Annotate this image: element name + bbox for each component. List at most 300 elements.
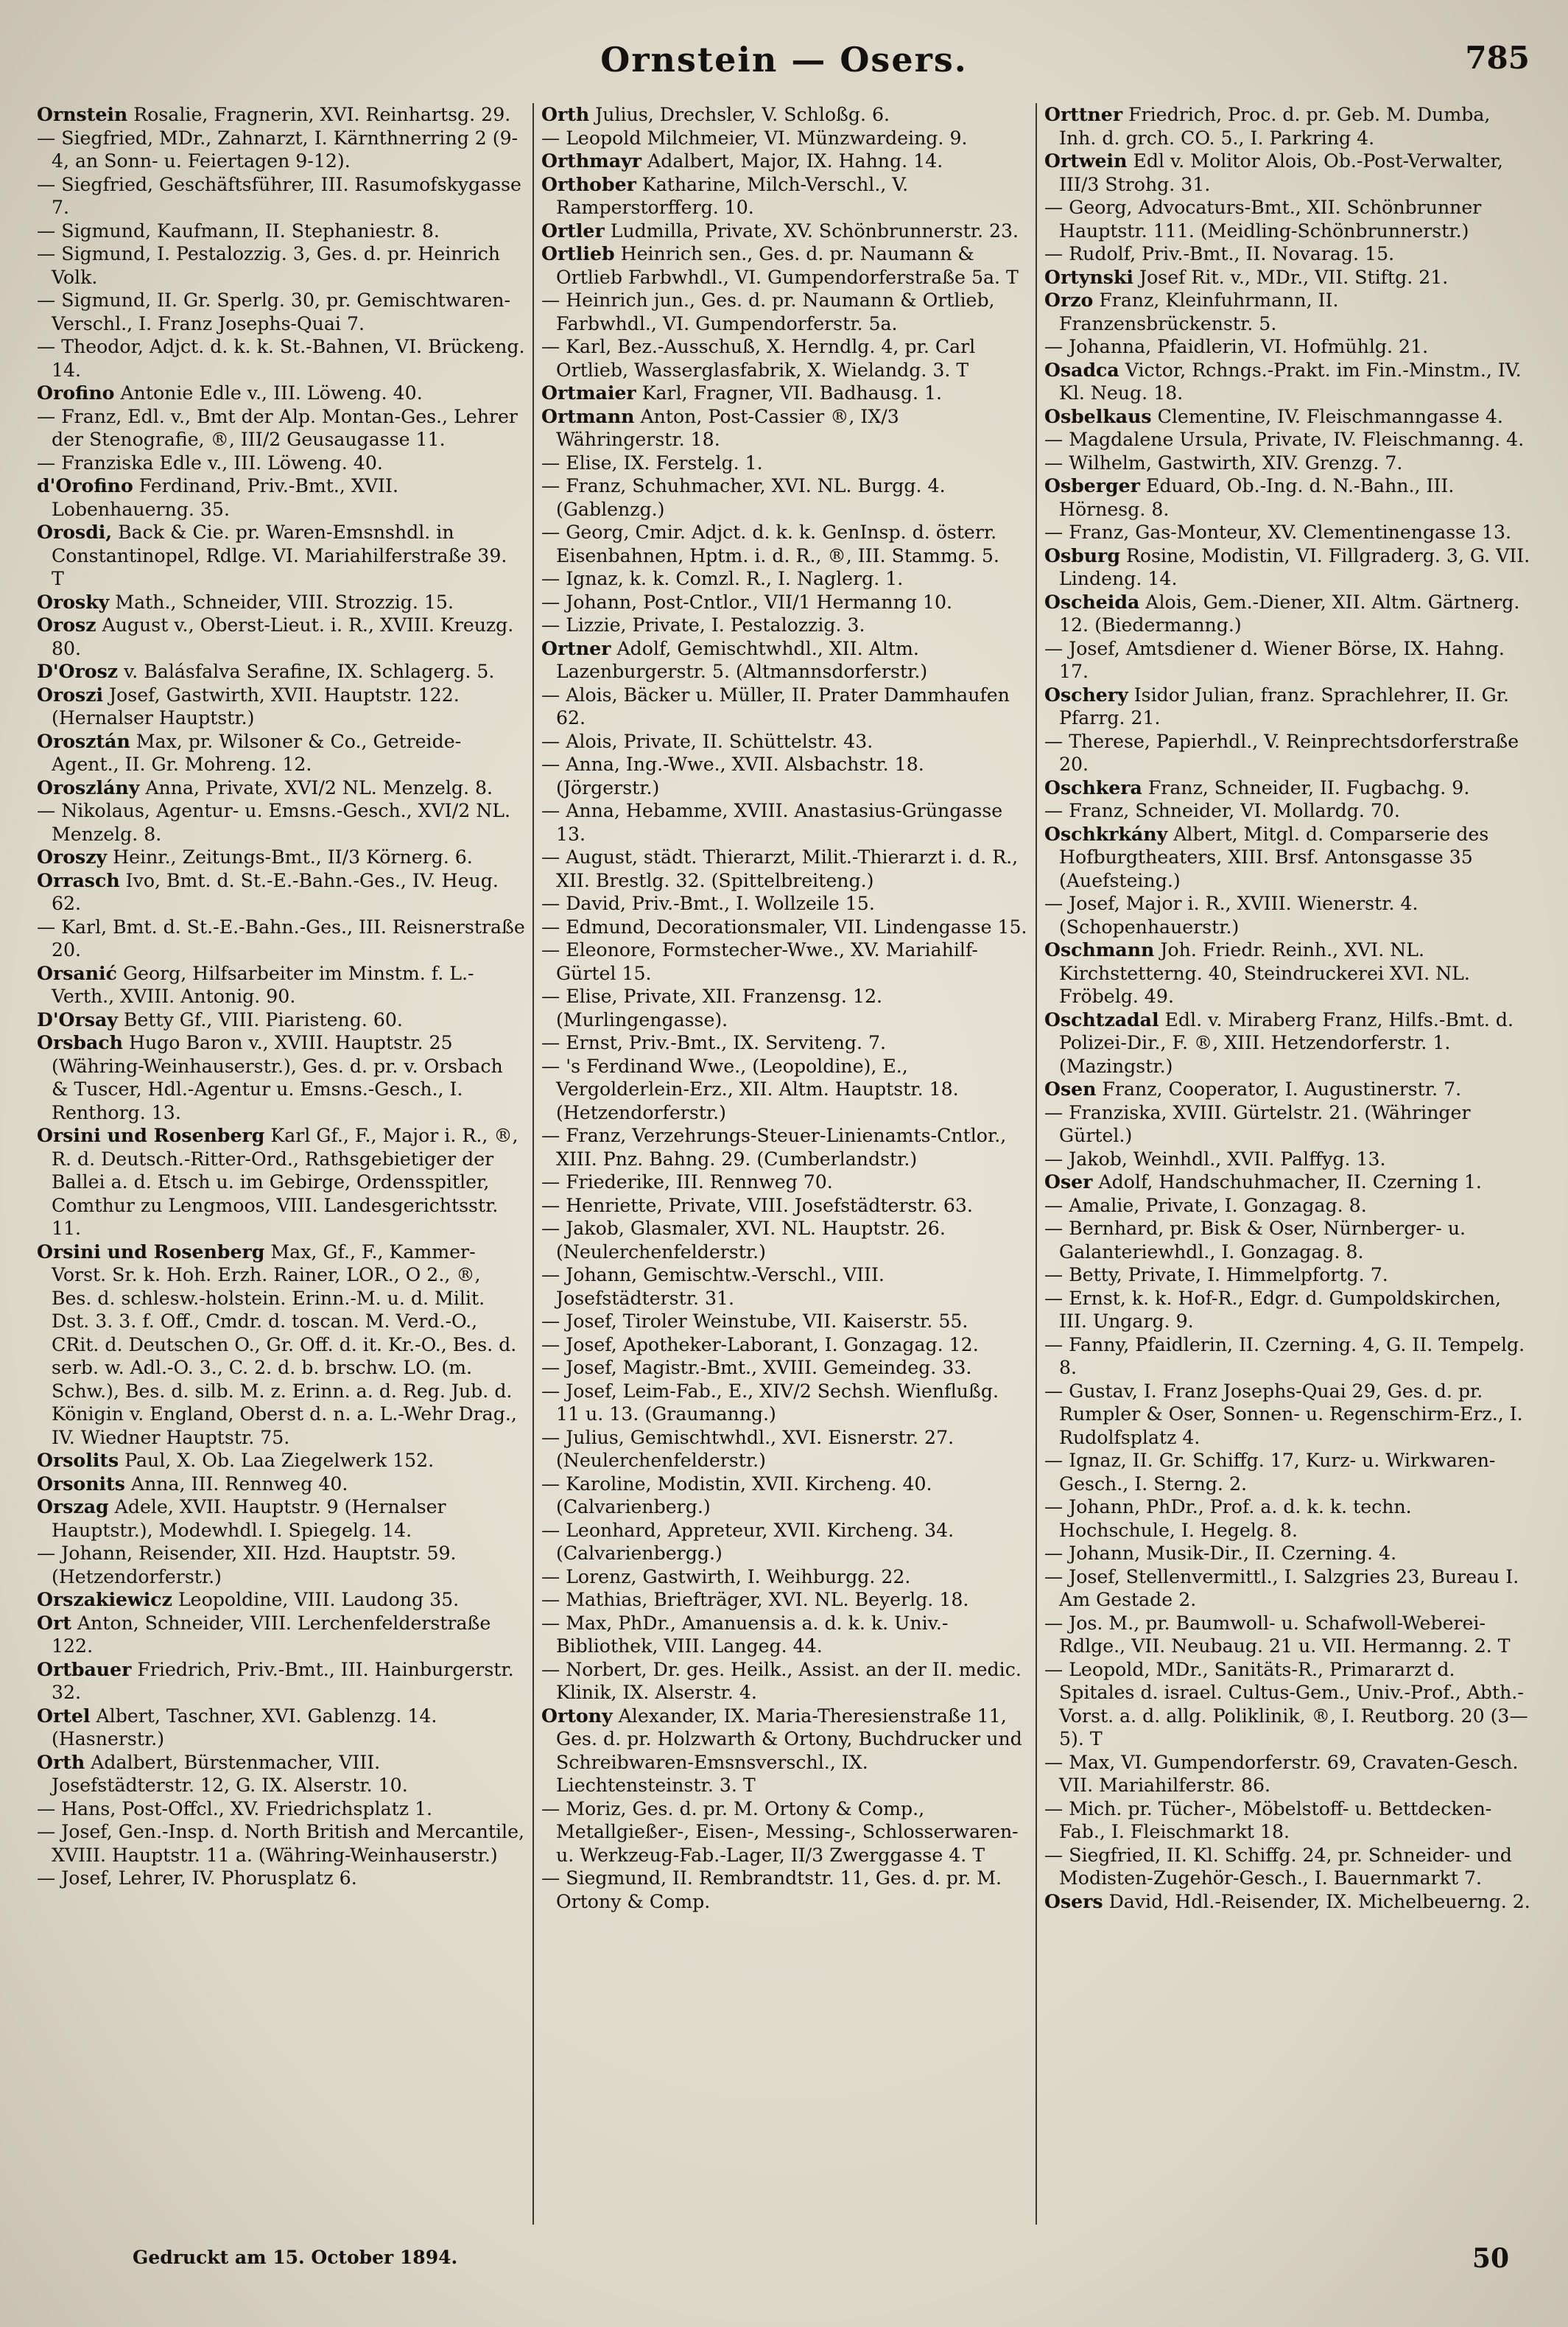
column-right	[1036, 103, 1539, 2225]
entry-text: — Heinrich jun., Ges. d. pr. Naumann & Ortlieb, Farbwhdl., VI. Gumpendorferstr. 5a.	[541, 289, 995, 334]
entry-text: — Edmund, Decorationsmaler, VII. Lindengasse 15.	[541, 916, 1027, 938]
directory-entry	[541, 985, 1028, 1031]
entry-text: — Siegfried, II. Kl. Schiffg. 24, pr. Schneider- und Modisten-Zugehör-Gesch., I. Bauernmarkt 7.	[1044, 1844, 1512, 1889]
entry-text: — Alois, Private, II. Schüttelstr. 43.	[541, 730, 873, 752]
entry-surname: Orofino	[37, 382, 115, 404]
directory-entry	[541, 799, 1028, 846]
directory-entry	[541, 173, 1028, 220]
directory-entry	[541, 1426, 1028, 1473]
directory-entry	[37, 591, 525, 614]
entry-surname: Osers	[1044, 1889, 1103, 1912]
entry-text: Betty Gf., VIII. Piaristeng. 60.	[117, 1008, 403, 1031]
entry-surname: Ornstein	[37, 103, 128, 125]
entry-text: — Siegmund, II. Rembrandtstr. 11, Ges. d. pr. M. Ortony & Comp.	[541, 1867, 1002, 1912]
entry-surname: Ortmaier	[541, 382, 636, 404]
entry-text: — Josef, Leim-Fab., E., XIV/2 Sechsh. Wienflußg. 11 u. 13. (Graumanng.)	[541, 1380, 999, 1425]
entry-surname: Ortel	[37, 1704, 91, 1727]
entry-text: — Johann, Gemischtw.-Verschl., VIII. Josefstädterstr. 31.	[541, 1264, 885, 1309]
sheet-number: 50	[1472, 2243, 1509, 2274]
directory-entry	[541, 1867, 1028, 1913]
directory-entry	[541, 1055, 1028, 1125]
directory-entry	[541, 1658, 1028, 1705]
column-left	[29, 103, 532, 2225]
directory-entry	[1044, 266, 1531, 289]
entry-text: — Leopold, MDr., Sanitäts-R., Primararzt d. Spitales d. israel. Cultus-Gem., Univ.-Prof., Abth.-Vorst. a. d. allg. Poliklinik, ®, I. Reutborg. 20 (3—5). T	[1044, 1658, 1528, 1749]
entry-text: — 's Ferdinand Wwe., (Leopoldine), E., Vergolderlein-Erz., XII. Altm. Hauptstr. 18. (Hetzendorferstr.)	[541, 1055, 959, 1123]
entry-text: v. Balásfalva Serafine, IX. Schlagerg. 5.	[118, 661, 495, 682]
directory-entry	[37, 916, 525, 962]
entry-text: — Bernhard, pr. Bisk & Oser, Nürnberger- u. Galanteriewhdl., I. Gonzagag. 8.	[1044, 1218, 1466, 1263]
entry-text: — Jos. M., pr. Baumwoll- u. Schafwoll-Weberei-Rdlge., VII. Neubaug. 21 u. VII. Hermanng. 2. T	[1044, 1612, 1511, 1657]
entry-text: Anna, III. Rennweg 40.	[124, 1473, 348, 1495]
directory-entry	[541, 474, 1028, 521]
entry-surname: Osberger	[1044, 474, 1140, 496]
entry-text: — Franz, Verzehrungs-Steuer-Linienamts-Cntlor., XIII. Pnz. Bahng. 29. (Cumberlandstr.)	[541, 1125, 1007, 1170]
entry-surname: Orosztán	[37, 729, 130, 752]
directory-entry	[541, 150, 1028, 173]
entry-text: Anton, Schneider, VIII. Lerchenfelderstraße 122.	[52, 1612, 491, 1657]
entry-surname: Orosky	[37, 590, 110, 613]
entry-surname: Orsonits	[37, 1472, 125, 1495]
entry-text: Antonie Edle v., III. Löweng. 40.	[114, 382, 423, 404]
entry-text: Paul, X. Ob. Laa Ziegelwerk 152.	[119, 1450, 435, 1471]
entry-text: Friedrich, Proc. d. pr. Geb. M. Dumba, Inh. d. grch. CO. 5., I. Parkring 4.	[1059, 104, 1491, 149]
entry-surname: Oroszy	[37, 846, 108, 868]
entry-text: — Josef, Tiroler Weinstube, VII. Kaiserstr. 55.	[541, 1310, 968, 1332]
entry-surname: Orosz	[37, 614, 96, 636]
entry-text: — Franz, Schneider, VI. Mollardg. 70.	[1044, 800, 1400, 821]
entry-text: Max, Gf., F., Kammer-Vorst. Sr. k. Hoh. Erzh. Rainer, LOR., O 2., ®, Bes. d. schlesw.-holstein. Erinn.-M. u. d. Milit. Dst. 3. 3. f. Off., Cmdr. d. toscan. M. Verd.-O., CRit. d. Deutschen O., Gr. Off. d. it. Kr.-O., Bes. d. serb. w. Adl.-O. 3., C. 2. d. b. brschw. LO. (m. Schw.), Bes. d. silb. M. z. Erinn. a. d. Reg. Jub. d. Königin v. England, Oberst d. n. a. L.-Wehr Drag., IV. Wiedner Hauptstr. 75.	[52, 1240, 517, 1448]
directory-entry	[37, 1031, 525, 1124]
directory-entry	[541, 567, 1028, 591]
entry-surname: Orsini und Rosenberg	[37, 1124, 265, 1146]
entry-text: Anna, Private, XVI/2 NL. Menzelg. 8.	[139, 776, 493, 799]
entry-text: Rosalie, Fragnerin, XVI. Reinhartsg. 29.	[127, 104, 511, 125]
entry-surname: Osadca	[1044, 358, 1119, 381]
entry-text: — Ernst, Priv.-Bmt., IX. Serviteng. 7.	[541, 1032, 887, 1053]
entry-text: — Franz, Schuhmacher, XVI. NL. Burgg. 4. (Gablenzg.)	[541, 475, 946, 520]
entry-text: — Ignaz, II. Gr. Schiffg. 17, Kurz- u. Wirkwaren-Gesch., I. Sterng. 2.	[1044, 1450, 1496, 1495]
entry-text: Edl. v. Miraberg Franz, Hilfs.-Bmt. d. Polizei-Dir., F. ®, XIII. Hetzendorferstr. 1. (Mazingstr.)	[1059, 1008, 1514, 1077]
entry-surname: Orthober	[541, 172, 636, 195]
entry-text: — Henriette, Private, VIII. Josefstädterstr. 63.	[541, 1194, 973, 1216]
directory-entry	[1044, 1495, 1531, 1542]
directory-entry	[1044, 1612, 1531, 1658]
entry-text: Math., Schneider, VIII. Strozzig. 15.	[109, 591, 454, 613]
entry-surname: Ortony	[541, 1704, 613, 1727]
directory-entry	[1044, 289, 1531, 335]
directory-entry	[541, 614, 1028, 637]
entry-text: Ivo, Bmt. d. St.-E.-Bahn.-Ges., IV. Heug. 62.	[52, 869, 499, 914]
directory-entry	[1044, 1333, 1531, 1380]
directory-entry	[37, 289, 525, 335]
entry-surname: Ortbauer	[37, 1657, 132, 1680]
page-number: 785	[1465, 40, 1530, 76]
directory-entry	[1044, 591, 1531, 637]
directory-entry	[1044, 1008, 1531, 1078]
entry-text: — Hans, Post-Offcl., XV. Friedrichsplatz 1.	[37, 1797, 433, 1819]
entry-text: Albert, Mitgl. d. Comparserie des Hofburgtheaters, XIII. Brsf. Antonsgasse 35 (Auefsteing.)	[1059, 823, 1489, 891]
entry-surname: D'Orsay	[37, 1008, 118, 1031]
entry-text: — Wilhelm, Gastwirth, XIV. Grenzg. 7.	[1044, 452, 1403, 474]
directory-entry	[541, 1612, 1028, 1658]
entry-surname: Orth	[541, 103, 590, 125]
entry-surname: Oschkrkány	[1044, 822, 1168, 845]
entry-surname: Orth	[37, 1750, 85, 1773]
entry-text: — Siegfried, MDr., Zahnarzt, I. Kärnthnerring 2 (9-4, an Sonn- u. Feiertagen 9-12).	[37, 127, 518, 172]
entry-surname: Ort	[37, 1611, 71, 1634]
entry-text: — Moriz, Ges. d. pr. M. Ortony & Comp., Metallgießer-, Eisen-, Messing-, Schlosserwaren- u. Werkzeug-Fab.-Lager, II/3 Zwerggasse 4. T	[541, 1797, 1019, 1866]
entry-surname: Osen	[1044, 1078, 1097, 1100]
directory-entry	[37, 1867, 525, 1890]
directory-entry	[541, 1333, 1028, 1357]
page-title: Ornstein — Osers.	[600, 40, 968, 80]
directory-entry	[37, 1240, 525, 1450]
directory-entry	[1044, 335, 1531, 359]
directory-entry	[1044, 1658, 1531, 1751]
directory-entry	[37, 173, 525, 220]
entry-text: — Johann, Reisender, XII. Hzd. Hauptstr. 59. (Hetzendorferstr.)	[37, 1542, 457, 1587]
entry-text: Back & Cie. pr. Waren-Emsnshdl. in Constantinopel, Rdlge. VI. Mariahilferstraße 39. T	[52, 522, 507, 589]
entry-text: — Anna, Ing.-Wwe., XVII. Alsbachstr. 18. (Jörgerstr.)	[541, 754, 924, 799]
directory-entry	[37, 1658, 525, 1705]
entry-text: — Magdalene Ursula, Private, IV. Fleischmanng. 4.	[1044, 429, 1525, 450]
entry-surname: Orsolits	[37, 1449, 119, 1471]
entry-text: Eduard, Ob.-Ing. d. N.-Bahn., III. Hörnesg. 8.	[1059, 475, 1455, 520]
directory-entry	[37, 452, 525, 475]
directory-entry	[541, 892, 1028, 916]
entry-text: Joh. Friedr. Reinh., XVI. NL. Kirchstetterng. 40, Steindruckerei XVI. NL. Fröbelg. 49.	[1059, 939, 1470, 1007]
entry-surname: Ortmann	[541, 404, 635, 427]
directory-entry	[1044, 1217, 1531, 1263]
directory-entry	[37, 1473, 525, 1496]
directory-entry	[541, 1170, 1028, 1194]
directory-entry	[1044, 776, 1531, 800]
entry-surname: Oroszlány	[37, 776, 140, 799]
directory-entry	[541, 1588, 1028, 1612]
directory-entry	[37, 1797, 525, 1821]
entry-text: — Franziska Edle v., III. Löweng. 40.	[37, 452, 383, 474]
entry-text: — Ignaz, k. k. Comzl. R., I. Naglerg. 1.	[541, 568, 904, 589]
entry-text: Heinrich sen., Ges. d. pr. Naumann & Ortlieb Farbwhdl., VI. Gumpendorferstraße 5a. T	[556, 243, 1019, 288]
entry-surname: Oroszi	[37, 683, 104, 706]
entry-text: — Franziska, XVIII. Gürtelstr. 21. (Währinger Gürtel.)	[1044, 1101, 1471, 1146]
directory-entry	[37, 730, 525, 776]
directory-entry	[37, 1820, 525, 1867]
entry-surname: Ortwein	[1044, 150, 1128, 172]
directory-entry	[1044, 359, 1531, 405]
entry-text: Adalbert, Major, IX. Hahng. 14.	[641, 150, 943, 172]
directory-entry	[37, 103, 525, 127]
directory-entry	[541, 684, 1028, 730]
entry-text: — Johann, Post-Cntlor., VII/1 Hermanng 10.	[541, 591, 952, 613]
entry-text: Georg, Hilfsarbeiter im Minstm. f. L.-Verth., XVIII. Antonig. 90.	[52, 962, 474, 1007]
entry-text: Leopoldine, VIII. Laudong 35.	[172, 1589, 460, 1610]
entry-surname: Oschery	[1044, 683, 1128, 706]
directory-entry	[1044, 799, 1531, 823]
entry-text: David, Hdl.-Reisender, IX. Michelbeuerng. 2.	[1103, 1890, 1530, 1912]
entry-surname: Osburg	[1044, 544, 1120, 566]
directory-entry	[1044, 1170, 1531, 1194]
entry-surname: Orttner	[1044, 103, 1123, 125]
directory-entry	[541, 1310, 1028, 1333]
directory-entry	[1044, 1797, 1531, 1844]
entry-text: Max, pr. Wilsoner & Co., Getreide-Agent., II. Gr. Mohreng. 12.	[52, 730, 462, 775]
directory-entry	[541, 405, 1028, 452]
directory-entry	[1044, 1148, 1531, 1171]
entry-text: — Josef, Lehrer, IV. Phorusplatz 6.	[37, 1867, 357, 1889]
directory-entry	[541, 1217, 1028, 1263]
entry-text: — Mathias, Briefträger, XVI. NL. Beyerlg. 18.	[541, 1589, 969, 1610]
entry-text: — Sigmund, II. Gr. Sperlg. 30, pr. Gemischtwaren-Verschl., I. Franz Josephs-Quai 7.	[37, 289, 510, 334]
entry-text: Ludmilla, Private, XV. Schönbrunnerstr. 23.	[604, 220, 1019, 242]
directory-entry	[1044, 1449, 1531, 1495]
entry-surname: Oschmann	[1044, 938, 1155, 961]
directory-entry	[541, 452, 1028, 475]
entry-text: — Josef, Gen.-Insp. d. North British and Mercantile, XVIII. Hauptstr. 11 a. (Währing-Weinhauserstr.)	[37, 1821, 524, 1866]
directory-entry	[1044, 452, 1531, 475]
entry-text: Adalbert, Bürstenmacher, VIII. Josefstädterstr. 12, G. IX. Alserstr. 10.	[52, 1751, 408, 1796]
entry-text: Adolf, Handschuhmacher, II. Czerning 1.	[1092, 1171, 1482, 1193]
entry-surname: Osbelkaus	[1044, 404, 1152, 427]
directory-entry	[541, 382, 1028, 405]
entry-text: Friedrich, Priv.-Bmt., III. Hainburgerstr. 32.	[52, 1658, 514, 1703]
entry-surname: Ortynski	[1044, 265, 1133, 288]
entry-text: — Jakob, Weinhdl., XVII. Palffyg. 13.	[1044, 1148, 1386, 1170]
directory-entry	[1044, 1078, 1531, 1101]
entry-text: — Theodor, Adjct. d. k. k. St.-Bahnen, VI. Brückeng. 14.	[37, 336, 525, 381]
entry-text: — Sigmund, Kaufmann, II. Stephaniestr. 8.	[37, 220, 440, 242]
page-header	[29, 40, 1539, 91]
directory-entry	[1044, 474, 1531, 521]
entry-text: — August, städt. Thierarzt, Milit.-Thierarzt i. d. R., XII. Brestlg. 32. (Spittelbreiteng.)	[541, 846, 1019, 891]
entry-surname: Oschtzadal	[1044, 1008, 1159, 1031]
entry-surname: Ortlieb	[541, 242, 615, 264]
directory-entry	[1044, 1890, 1531, 1914]
directory-entry	[37, 1124, 525, 1240]
directory-entry	[541, 730, 1028, 754]
entry-text: — Lorenz, Gastwirth, I. Weihburgg. 22.	[541, 1565, 911, 1587]
directory-entry	[1044, 405, 1531, 429]
directory-entry	[1044, 1263, 1531, 1287]
entry-text: — Siegfried, Geschäftsführer, III. Rasumofskygasse 7.	[37, 173, 521, 218]
entry-text: — David, Priv.-Bmt., I. Wollzeile 15.	[541, 893, 875, 914]
directory-entry	[37, 776, 525, 800]
directory-entry	[37, 127, 525, 173]
entry-text: — Georg, Advocaturs-Bmt., XII. Schönbrunner Hauptstr. 111. (Meidling-Schönbrunnerstr.)	[1044, 197, 1482, 242]
directory-entry	[37, 846, 525, 869]
directory-entry	[541, 289, 1028, 335]
directory-entry	[37, 1588, 525, 1612]
entry-text: — Josef, Stellenvermittl., I. Salzgries 23, Bureau I. Am Gestade 2.	[1044, 1565, 1519, 1610]
directory-entry	[37, 799, 525, 846]
directory-entry	[37, 1542, 525, 1588]
directory-entry	[541, 242, 1028, 289]
directory-entry	[37, 242, 525, 289]
directory-entry	[37, 382, 525, 405]
entry-surname: D'Orosz	[37, 660, 119, 682]
entry-text: — Johanna, Pfaidlerin, VI. Hofmühlg. 21.	[1044, 336, 1429, 357]
directory-entry	[1044, 823, 1531, 893]
entry-surname: d'Orofino	[37, 474, 133, 496]
entry-text: Albert, Taschner, XVI. Gablenzg. 14. (Hasnerstr.)	[52, 1705, 437, 1749]
entry-text: — Josef, Magistr.-Bmt., XVIII. Gemeindeg. 33.	[541, 1357, 972, 1378]
directory-entry	[37, 405, 525, 452]
entry-surname: Ortler	[541, 219, 605, 242]
directory-entry	[1044, 1751, 1531, 1797]
directory-entry	[37, 1705, 525, 1751]
entry-text: Adele, XVII. Hauptstr. 9 (Hernalser Hauptstr.), Modewhdl. I. Spiegelg. 14.	[52, 1496, 446, 1541]
entry-text: — Amalie, Private, I. Gonzagag. 8.	[1044, 1194, 1367, 1216]
entry-text: — Nikolaus, Agentur- u. Emsns.-Gesch., XVI/2 NL. Menzelg. 8.	[37, 800, 511, 845]
directory-entry	[37, 684, 525, 730]
directory-entry	[37, 1612, 525, 1658]
directory-entry	[1044, 521, 1531, 544]
entry-text: — Alois, Bäcker u. Müller, II. Prater Dammhaufen 62.	[541, 684, 1010, 729]
directory-entry	[541, 1356, 1028, 1380]
entry-text: — Karl, Bez.-Ausschuß, X. Herndlg. 4, pr. Carl Ortlieb, Wasserglasfabrik, X. Wielandg. 3. T	[541, 336, 976, 381]
entry-surname: Oscheida	[1044, 590, 1140, 613]
directory-entry	[1044, 730, 1531, 776]
entry-text: Heinr., Zeitungs-Bmt., II/3 Körnerg. 6.	[107, 846, 473, 868]
directory-entry	[1044, 428, 1531, 452]
directory-entry	[1044, 684, 1531, 730]
directory-entry	[541, 521, 1028, 567]
entry-surname: Orrasch	[37, 868, 120, 891]
entry-text: — Karoline, Modistin, XVII. Kircheng. 40. (Calvarienberg.)	[541, 1473, 932, 1517]
entry-surname: Orsanić	[37, 961, 117, 984]
entry-text: — Lizzie, Private, I. Pestalozzig. 3.	[541, 614, 865, 636]
entry-text: — Max, PhDr., Amanuensis a. d. k. k. Univ.-Bibliothek, VIII. Langeg. 44.	[541, 1612, 949, 1657]
entry-text: Franz, Schneider, II. Fugbachg. 9.	[1142, 776, 1470, 799]
entry-text: — Elise, IX. Ferstelg. 1.	[541, 452, 763, 474]
directory-entry	[37, 1495, 525, 1542]
directory-entry	[541, 846, 1028, 892]
entry-text: Julius, Drechsler, V. Schloßg. 6.	[589, 104, 890, 125]
directory-entry	[541, 916, 1028, 939]
directory-entry	[541, 637, 1028, 684]
entry-text: Franz, Cooperator, I. Augustinerstr. 7.	[1096, 1078, 1462, 1100]
directory-entry	[37, 1008, 525, 1032]
entry-text: Katharine, Milch-Verschl., V. Ramperstorfferg. 10.	[556, 173, 909, 218]
entry-text: — Sigmund, I. Pestalozzig. 3, Ges. d. pr. Heinrich Volk.	[37, 243, 500, 288]
entry-text: — Leopold Milchmeier, VI. Münzwardeing. 9.	[541, 127, 968, 149]
directory-entry	[37, 1751, 525, 1797]
entry-text: Victor, Rchngs.-Prakt. im Fin.-Minstm., IV. Kl. Neug. 18.	[1059, 359, 1522, 404]
directory-entry	[541, 591, 1028, 614]
directory-entry	[1044, 1194, 1531, 1218]
directory-entry	[1044, 1101, 1531, 1148]
entry-text: Alexander, IX. Maria-Theresienstraße 11, Ges. d. pr. Holzwarth & Ortony, Buchdrucker und Schreibwaren-Emsnsverschl., IX. Liechtensteinstr. 3. T	[556, 1705, 1022, 1796]
directory-entry	[541, 753, 1028, 799]
entry-text: — Friederike, III. Rennweg 70.	[541, 1171, 833, 1193]
directory-entry	[1044, 637, 1531, 684]
entry-text: — Anna, Hebamme, XVIII. Anastasius-Grüngasse 13.	[541, 800, 1003, 845]
entry-text: — Franz, Gas-Monteur, XV. Clementinengasse 13.	[1044, 522, 1511, 543]
entry-surname: Orsini und Rosenberg	[37, 1240, 265, 1263]
entry-surname: Oschkera	[1044, 776, 1142, 799]
directory-entry	[541, 1797, 1028, 1867]
entry-text: Rosine, Modistin, VI. Fillgraderg. 3, G. VII. Lindeng. 14.	[1059, 544, 1530, 589]
entry-text: — Betty, Private, I. Himmelpfortg. 7.	[1044, 1264, 1388, 1285]
directory-entry	[541, 127, 1028, 150]
entry-text: — Franz, Edl. v., Bmt der Alp. Montan-Ges., Lehrer der Stenografie, ®, III/2 Geusaugasse 11.	[37, 405, 518, 450]
entry-text: Franz, Kleinfuhrmann, II. Franzensbrückenstr. 5.	[1059, 289, 1339, 334]
directory-entry	[37, 474, 525, 521]
entry-text: — Johann, PhDr., Prof. a. d. k. k. techn. Hochschule, I. Hegelg. 8.	[1044, 1496, 1412, 1541]
directory-entry	[1044, 1542, 1531, 1565]
entry-text: — Johann, Musik-Dir., II. Czerning. 4.	[1044, 1542, 1397, 1564]
directory-entry	[541, 1124, 1028, 1170]
entry-surname: Oser	[1044, 1170, 1093, 1193]
directory-entry	[37, 869, 525, 916]
directory-entry	[541, 938, 1028, 985]
column-middle	[532, 103, 1036, 2225]
print-date: Gedruckt am 15. October 1894.	[133, 2247, 458, 2268]
entry-text: — Mich. pr. Tücher-, Möbelstoff- u. Bettdecken-Fab., I. Fleischmarkt 18.	[1044, 1797, 1492, 1842]
directory-entry	[541, 103, 1028, 127]
entry-surname: Orsbach	[37, 1031, 123, 1053]
directory-columns	[29, 103, 1539, 2225]
entry-text: — Elise, Private, XII. Franzensg. 12. (Murlingengasse).	[541, 986, 882, 1031]
entry-text: — Josef, Major i. R., XVIII. Wienerstr. 4. (Schopenhauerstr.)	[1044, 893, 1418, 938]
directory-entry	[1044, 196, 1531, 242]
entry-text: Edl v. Molitor Alois, Ob.-Post-Verwalter, III/3 Strohg. 31.	[1059, 150, 1503, 195]
entry-text: August v., Oberst-Lieut. i. R., XVIII. Kreuzg. 80.	[52, 614, 514, 659]
entry-surname: Orszakiewicz	[37, 1588, 172, 1610]
entry-surname: Ortner	[541, 636, 611, 659]
entry-text: Karl Gf., F., Major i. R., ®, R. d. Deutsch.-Ritter-Ord., Rathsgebietiger der Ballei a. d. Etsch u. im Gebirge, Ordensspitler, Comthur zu Lengmoos, VIII. Landesgerichtsstr. 11.	[52, 1125, 518, 1239]
directory-entry	[541, 1031, 1028, 1055]
directory-entry	[1044, 1287, 1531, 1333]
directory-entry	[1044, 1380, 1531, 1450]
entry-text: — Josef, Apotheker-Laborant, I. Gonzagag. 12.	[541, 1333, 979, 1355]
directory-entry	[541, 220, 1028, 243]
directory-entry	[37, 660, 525, 684]
directory-entry	[1044, 1844, 1531, 1890]
entry-text: — Karl, Bmt. d. St.-E.-Bahn.-Ges., III. Reisnerstraße 20.	[37, 916, 525, 961]
entry-text: — Georg, Cmir. Adjct. d. k. k. GenInsp. d. österr. Eisenbahnen, Hptm. i. d. R., ®, III. Stammg. 5.	[541, 522, 999, 566]
directory-entry	[37, 1449, 525, 1473]
entry-text: — Eleonore, Formstecher-Wwe., XV. Mariahilf-Gürtel 15.	[541, 939, 978, 984]
directory-entry	[37, 962, 525, 1008]
directory-entry	[541, 1380, 1028, 1426]
entry-text: — Therese, Papierhdl., V. Reinprechtsdorferstraße 20.	[1044, 730, 1519, 775]
directory-entry	[37, 335, 525, 382]
entry-text: — Ernst, k. k. Hof-R., Edgr. d. Gumpoldskirchen, III. Ungarg. 9.	[1044, 1287, 1501, 1332]
directory-entry	[1044, 892, 1531, 938]
directory-entry	[541, 1263, 1028, 1310]
entry-text: — Max, VI. Gumpendorferstr. 69, Cravaten-Gesch. VII. Mariahilferstr. 86.	[1044, 1751, 1519, 1796]
directory-entry	[1044, 103, 1531, 150]
entry-surname: Orosdi,	[37, 521, 113, 543]
directory-entry	[541, 335, 1028, 382]
entry-text: — Leonhard, Appreteur, XVII. Kircheng. 34. (Calvarienbergg.)	[541, 1519, 954, 1564]
entry-text: Isidor Julian, franz. Sprachlehrer, II. Gr. Pfarrg. 21.	[1059, 684, 1510, 729]
directory-entry	[541, 1519, 1028, 1565]
entry-text: — Gustav, I. Franz Josephs-Quai 29, Ges. d. pr. Rumpler & Oser, Sonnen- u. Regenschirm-Erz., I. Rudolfsplatz 4.	[1044, 1380, 1523, 1448]
entry-text: — Julius, Gemischtwhdl., XVI. Eisnerstr. 27. (Neulerchenfelderstr.)	[541, 1426, 954, 1471]
entry-text: Josef, Gastwirth, XVII. Hauptstr. 122. (Hernalser Hauptstr.)	[52, 684, 460, 729]
entry-text: — Norbert, Dr. ges. Heilk., Assist. an der II. medic. Klinik, IX. Alserstr. 4.	[541, 1658, 1022, 1703]
directory-entry	[541, 1194, 1028, 1218]
entry-text: Adolf, Gemischtwhdl., XII. Altm. Lazenburgerstr. 5. (Altmannsdorferstr.)	[556, 637, 928, 682]
directory-entry	[541, 1473, 1028, 1519]
directory-entry	[1044, 242, 1531, 266]
entry-surname: Orszag	[37, 1495, 109, 1517]
entry-text: — Rudolf, Priv.-Bmt., II. Novarag. 15.	[1044, 243, 1395, 264]
entry-text: — Jakob, Glasmaler, XVI. NL. Hauptstr. 26. (Neulerchenfelderstr.)	[541, 1218, 946, 1263]
